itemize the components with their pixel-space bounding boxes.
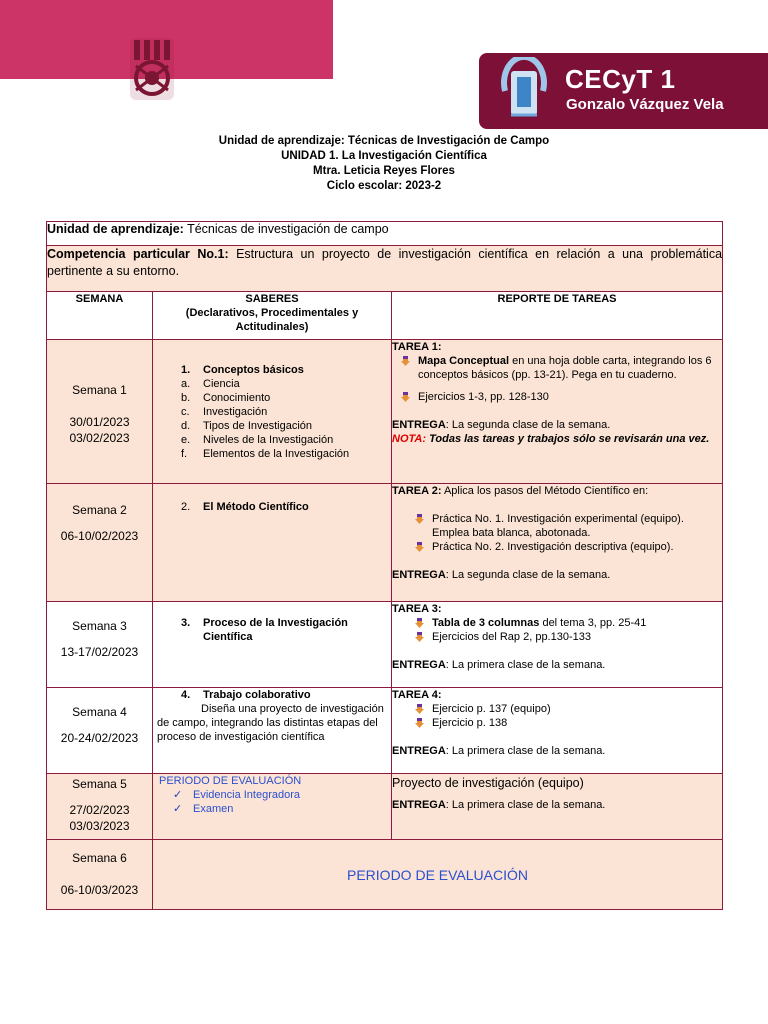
list-item: f. Elementos de la Investigación xyxy=(181,447,350,460)
list-item: c. Investigación xyxy=(181,405,268,418)
week-row-5 xyxy=(47,774,723,840)
column-header-semana: SEMANA xyxy=(47,292,153,340)
arrow-bullet-icon xyxy=(415,704,424,714)
checkmark-icon: ✓ xyxy=(173,803,183,815)
week-date: 20-24/02/2023 xyxy=(60,731,139,745)
saberes-header-line1: SABERES xyxy=(245,293,299,305)
saber-title: Trabajo colaborativo xyxy=(203,689,311,701)
entrega-text: ENTREGA: La segunda clase de la semana. xyxy=(392,569,611,581)
week-date-end: 03/03/2023 xyxy=(69,819,130,833)
saber-title: Conceptos básicos xyxy=(203,363,304,376)
week-row-1 xyxy=(47,340,723,484)
column-header-saberes xyxy=(153,292,392,340)
week-label: Semana 4 xyxy=(72,705,127,719)
week-row-2: Semana 2 06-10/02/2023 2. El Método Científico TAREA 2: Aplica los pasos del Método Científico en: Práctica No. 1. Investigación experimental (equipo). Emplea bata blanca, abotonada. Práctica No. 2. Investigación descriptiva (equipo). ENTREGA: La segunda clase de la semana. xyxy=(47,484,723,602)
week-row-3 xyxy=(47,602,723,688)
week-date: 06-10/03/2023 xyxy=(60,883,139,897)
saber-subtopics xyxy=(153,377,391,461)
checkmark-icon: ✓ xyxy=(173,789,183,801)
column-header-reporte: REPORTE DE TAREAS xyxy=(392,292,723,340)
tarea-title: TAREA 3: xyxy=(392,603,442,615)
cecyt-emblem-icon xyxy=(497,57,551,125)
cecyt-logo-banner xyxy=(479,53,768,129)
list-item: ✓ Evidencia Integradora xyxy=(173,789,301,801)
periodo-evaluacion-label: PERIODO DE EVALUACIÓN xyxy=(159,775,302,787)
column-header-row xyxy=(47,292,723,340)
week-date: 27/02/2023 xyxy=(69,803,130,817)
arrow-bullet-icon xyxy=(415,718,424,728)
list-item: b. Conocimiento xyxy=(181,391,271,404)
week-row-4 xyxy=(47,688,723,774)
saber-number: 2. xyxy=(181,501,191,513)
list-item: d. Tipos de Investigación xyxy=(181,419,313,432)
tarea-bullet: Práctica No. 2. Investigación descriptiva (equipo). xyxy=(392,540,722,554)
week-date: 30/01/2023 xyxy=(69,414,130,429)
week-date-end: 03/02/2023 xyxy=(69,430,130,445)
saber-number: 4. xyxy=(181,689,191,701)
week-label: Semana 6 xyxy=(72,851,127,865)
header-line-unidad: UNIDAD 1. La Investigación Científica xyxy=(281,150,487,162)
cecyt-title: CECyT 1 xyxy=(565,64,676,94)
tarea-title: TAREA 1: xyxy=(392,341,442,353)
header-line-teacher: Mtra. Leticia Reyes Flores xyxy=(313,165,455,177)
cecyt-subtitle: Gonzalo Vázquez Vela xyxy=(566,96,724,113)
reporte-proyecto: Proyecto de investigación (equipo) xyxy=(392,776,584,790)
unidad-row xyxy=(47,222,723,246)
tarea-bullet: Ejercicio p. 138 xyxy=(392,716,722,730)
list-item: e. Niveles de la Investigación xyxy=(181,433,334,446)
periodo-evaluacion-banner: PERIODO DE EVALUACIÓN xyxy=(347,866,529,883)
arrow-bullet-icon xyxy=(401,356,410,366)
arrow-bullet-icon xyxy=(415,632,424,642)
arrow-bullet-icon xyxy=(401,392,410,402)
unidad-value: Técnicas de investigación de campo xyxy=(183,222,389,236)
week-label: Semana 5 xyxy=(72,777,127,791)
tarea-title: TAREA 4: xyxy=(392,689,442,701)
tarea-title: TAREA 2: xyxy=(392,485,442,497)
list-item: a. Ciencia xyxy=(181,377,240,390)
saberes-header-line3: Actitudinales) xyxy=(235,321,309,333)
entrega-text: ENTREGA: La primera clase de la semana. xyxy=(392,799,606,811)
entrega-text: ENTREGA: La primera clase de la semana. xyxy=(392,745,606,757)
week-label: Semana 1 xyxy=(72,382,127,397)
saber-number: 1. xyxy=(181,363,191,376)
list-item: ✓ Examen xyxy=(173,803,234,815)
arrow-bullet-icon xyxy=(415,618,424,628)
tarea-bullet: Ejercicios del Rap 2, pp.130-133 xyxy=(392,630,722,644)
arrow-bullet-icon xyxy=(415,542,424,552)
arrow-bullet-icon xyxy=(415,514,424,524)
week-date: 13-17/02/2023 xyxy=(60,645,139,659)
header-line-unidad-aprendizaje: Unidad de aprendizaje: Técnicas de Investigación de Campo xyxy=(218,135,550,147)
plan-table xyxy=(46,221,723,910)
competencia-row xyxy=(47,246,723,292)
tarea-bullet: Ejercicios 1-3, pp. 128-130 xyxy=(392,390,722,404)
week-label: Semana 2 xyxy=(72,503,127,517)
ipn-logo xyxy=(126,36,178,104)
saber-title: Proceso de la Investigación Científica xyxy=(203,617,348,643)
week-label: Semana 3 xyxy=(72,619,127,633)
tarea-bullet: Mapa Conceptual en una hoja doble carta, integrando los 6 conceptos básicos (pp. 13-21). Pega en tu cuaderno. xyxy=(392,354,722,382)
week-date: 06-10/02/2023 xyxy=(60,529,139,543)
tarea-bullet: Ejercicio p. 137 (equipo) xyxy=(392,702,722,716)
tarea-bullet: Tabla de 3 columnas del tema 3, pp. 25-41 xyxy=(392,616,722,630)
entrega-text: ENTREGA: La segunda clase de la semana. xyxy=(392,419,611,431)
saber-title: El Método Científico xyxy=(203,501,309,513)
unidad-label: Unidad de aprendizaje: xyxy=(47,222,184,236)
saberes-header-line2: (Declarativos, Procedimentales y xyxy=(185,307,359,319)
competencia-value: Estructura un proyecto de investigación científica en relación a una problemática pertinente a su entorno. xyxy=(47,247,723,278)
header-line-cycle: Ciclo escolar: 2023-2 xyxy=(326,180,442,192)
week-row-6 xyxy=(47,840,723,910)
document-header xyxy=(0,134,768,194)
tarea-bullet: Práctica No. 1. Investigación experimental (equipo). Emplea bata blanca, abotonada. xyxy=(392,512,722,540)
entrega-text: ENTREGA: La primera clase de la semana. xyxy=(392,659,606,671)
saber-number: 3. xyxy=(181,617,191,629)
nota-text: NOTA: Todas las tareas y trabajos sólo se revisarán una vez. xyxy=(392,433,710,445)
competencia-label: Competencia particular No.1: xyxy=(47,247,229,261)
saber-description: Diseña una proyecto de investigación de campo, integrando las distintas etapas del proceso de investigación científica xyxy=(157,703,384,743)
